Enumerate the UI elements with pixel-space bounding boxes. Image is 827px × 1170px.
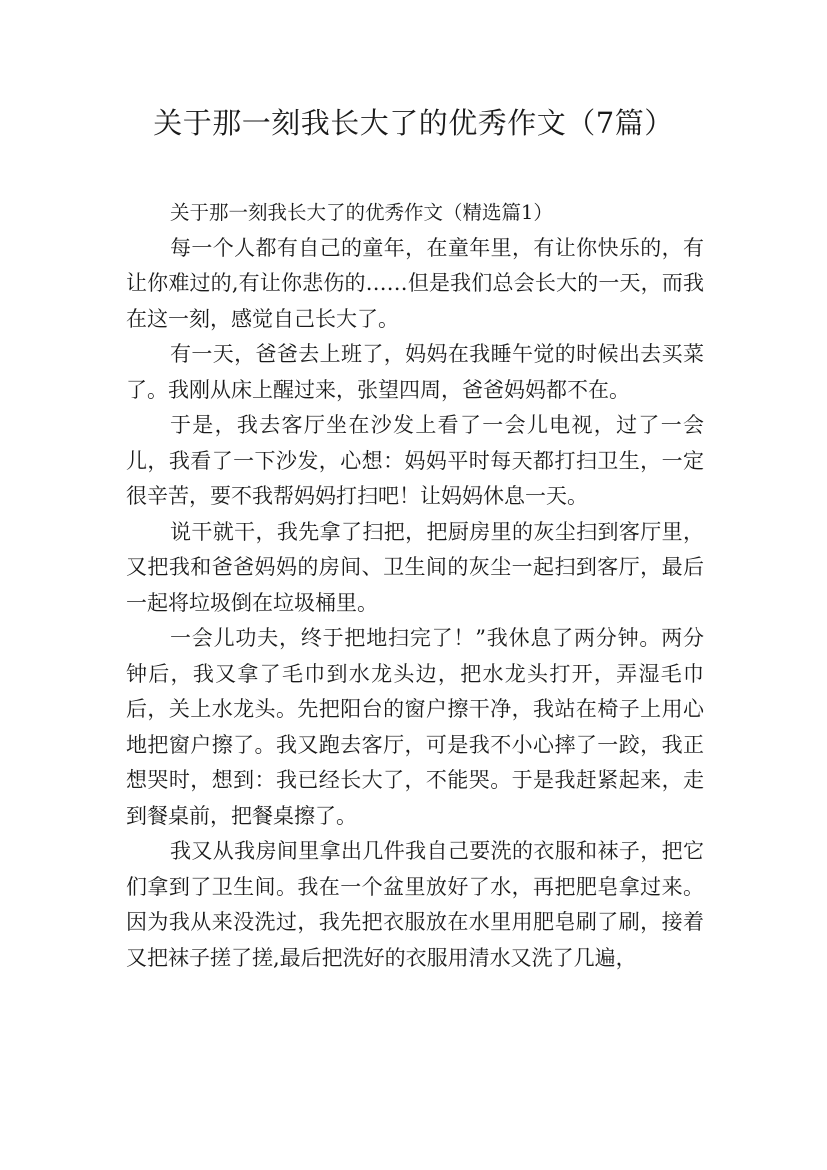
- paragraph: 有一天，爸爸去上班了，妈妈在我睡午觉的时候出去买菜了。我刚从床上醒过来，张望四周，爸爸妈妈都不在。: [126, 342, 704, 402]
- paragraph: 于是，我去客厅坐在沙发上看了一会儿电视，过了一会儿，我看了一下沙发，心想：妈妈平时每天都打扫卫生，一定很辛苦，要不我帮妈妈打扫吧！让妈妈休息一天。: [126, 413, 704, 508]
- document-body: [126, 195, 704, 976]
- paragraph: 我又从我房间里拿出几件我自己要洗的衣服和袜子，把它们拿到了卫生间。我在一个盆里放好了水，再把肥皂拿过来。因为我从来没洗过，我先把衣服放在水里用肥皂刷了刷，接着又把袜子搓了搓,最后把洗好的衣服用清水又洗了几遍，: [126, 839, 704, 970]
- paragraph: 每一个人都有自己的童年，在童年里，有让你快乐的，有让你难过的,有让你悲伤的……但是我们总会长大的一天，而我在这一刻，感觉自己长大了。: [126, 235, 704, 331]
- document-title: 关于那一刻我长大了的优秀作文（7篇）: [153, 106, 674, 140]
- section-title: 关于那一刻我长大了的优秀作文（精选篇1）: [170, 201, 553, 224]
- paragraph: 一会儿功夫，终于把地扫完了！”我休息了两分钟。两分钟后，我又拿了毛巾到水龙头边，把水龙头打开，弄湿毛巾后，关上水龙头。先把阳台的窗户擦干净，我站在椅子上用心地把窗户擦了。我又跑去客厅，可是我不小心摔了一跤，我正想哭时，想到：我已经长大了，不能哭。于是我赶紧起来，走到餐桌前，把餐桌擦了。: [126, 626, 704, 828]
- paragraph: 说干就干，我先拿了扫把，把厨房里的灰尘扫到客厅里，又把我和爸爸妈妈的房间、卫生间的灰尘一起扫到客厅，最后一起将垃圾倒在垃圾桶里。: [126, 519, 704, 615]
